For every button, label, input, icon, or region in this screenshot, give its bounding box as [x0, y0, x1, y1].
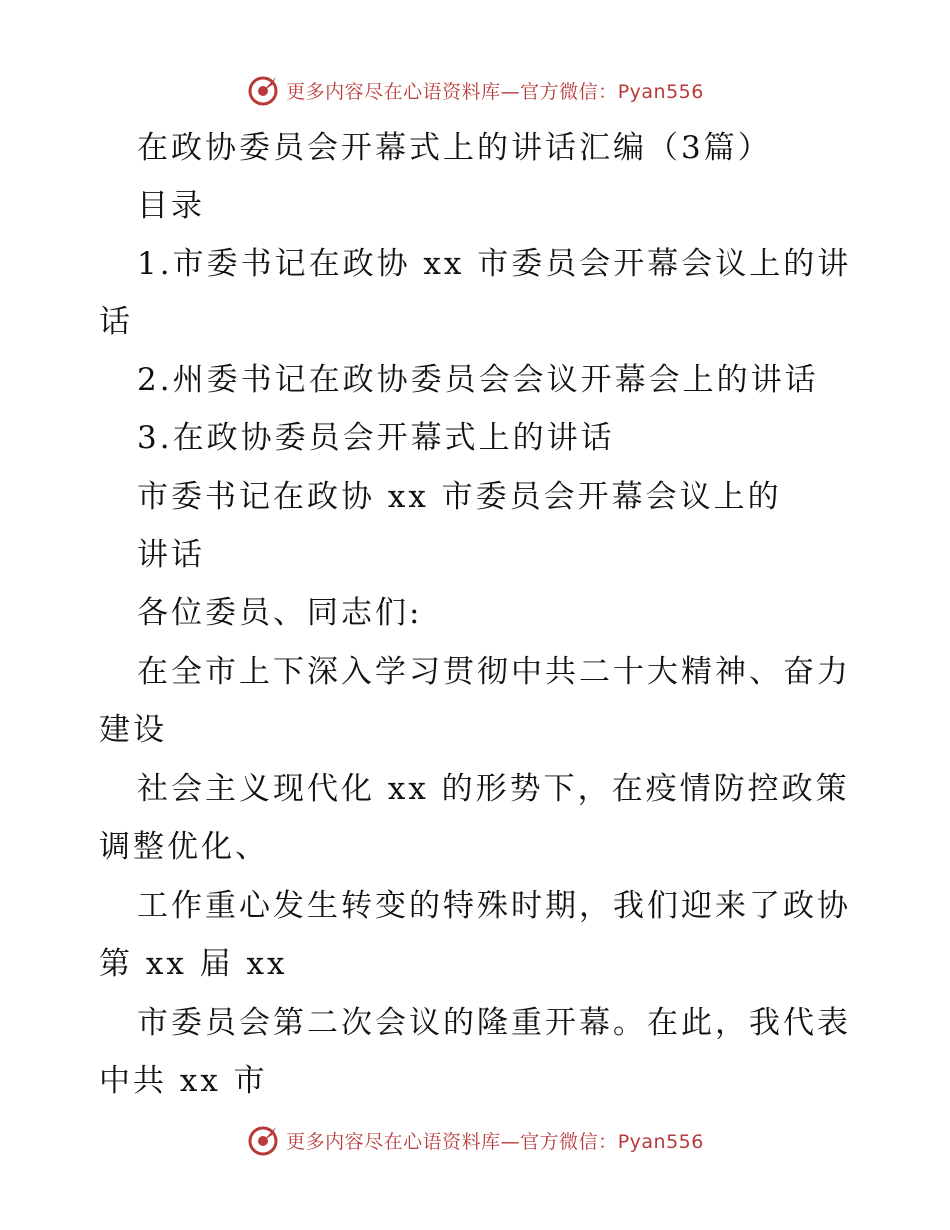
salutation: 各位委员、同志们:: [137, 595, 423, 631]
body-line: 工作重心发生转变的特殊时期，我们迎来了政协: [137, 888, 851, 924]
body-line: 调整优化、: [99, 829, 269, 865]
toc-item-2: 2.州委书记在政协委员会会议开幕会上的讲话: [137, 362, 819, 398]
body-line: 第 xx 届 xx: [99, 946, 288, 982]
header-watermark-banner: [0, 70, 950, 110]
document-title: 在政协委员会开幕式上的讲话汇编（3篇）: [137, 130, 772, 166]
body-line: 社会主义现代化 xx 的形势下，在疫情防控政策: [137, 771, 850, 807]
banner-text: 更多内容尽在心语资料库—官方微信：Pyan556: [286, 1130, 704, 1153]
quill-swirl-logo-icon: [246, 73, 280, 107]
body-line: 建设: [99, 712, 167, 748]
quill-swirl-logo-icon: [246, 1123, 280, 1157]
body-line: 在全市上下深入学习贯彻中共二十大精神、奋力: [137, 654, 851, 690]
toc-item-1: 1.市委书记在政协 xx 市委员会开幕会议上的讲: [137, 246, 852, 282]
body-line: 市委员会第二次会议的隆重开幕。在此，我代表: [137, 1005, 851, 1041]
toc-item-1-cont: 话: [99, 304, 133, 340]
body-line: 中共 xx 市: [99, 1063, 268, 1099]
footer-watermark-banner: [0, 1120, 950, 1160]
section-heading: 市委书记在政协 xx 市委员会开幕会议上的: [137, 479, 782, 515]
section-heading-cont: 讲话: [137, 537, 205, 573]
banner-text: 更多内容尽在心语资料库—官方微信：Pyan556: [286, 80, 704, 103]
toc-item-3: 3.在政协委员会开幕式上的讲话: [137, 420, 615, 456]
toc-heading: 目录: [137, 188, 205, 224]
